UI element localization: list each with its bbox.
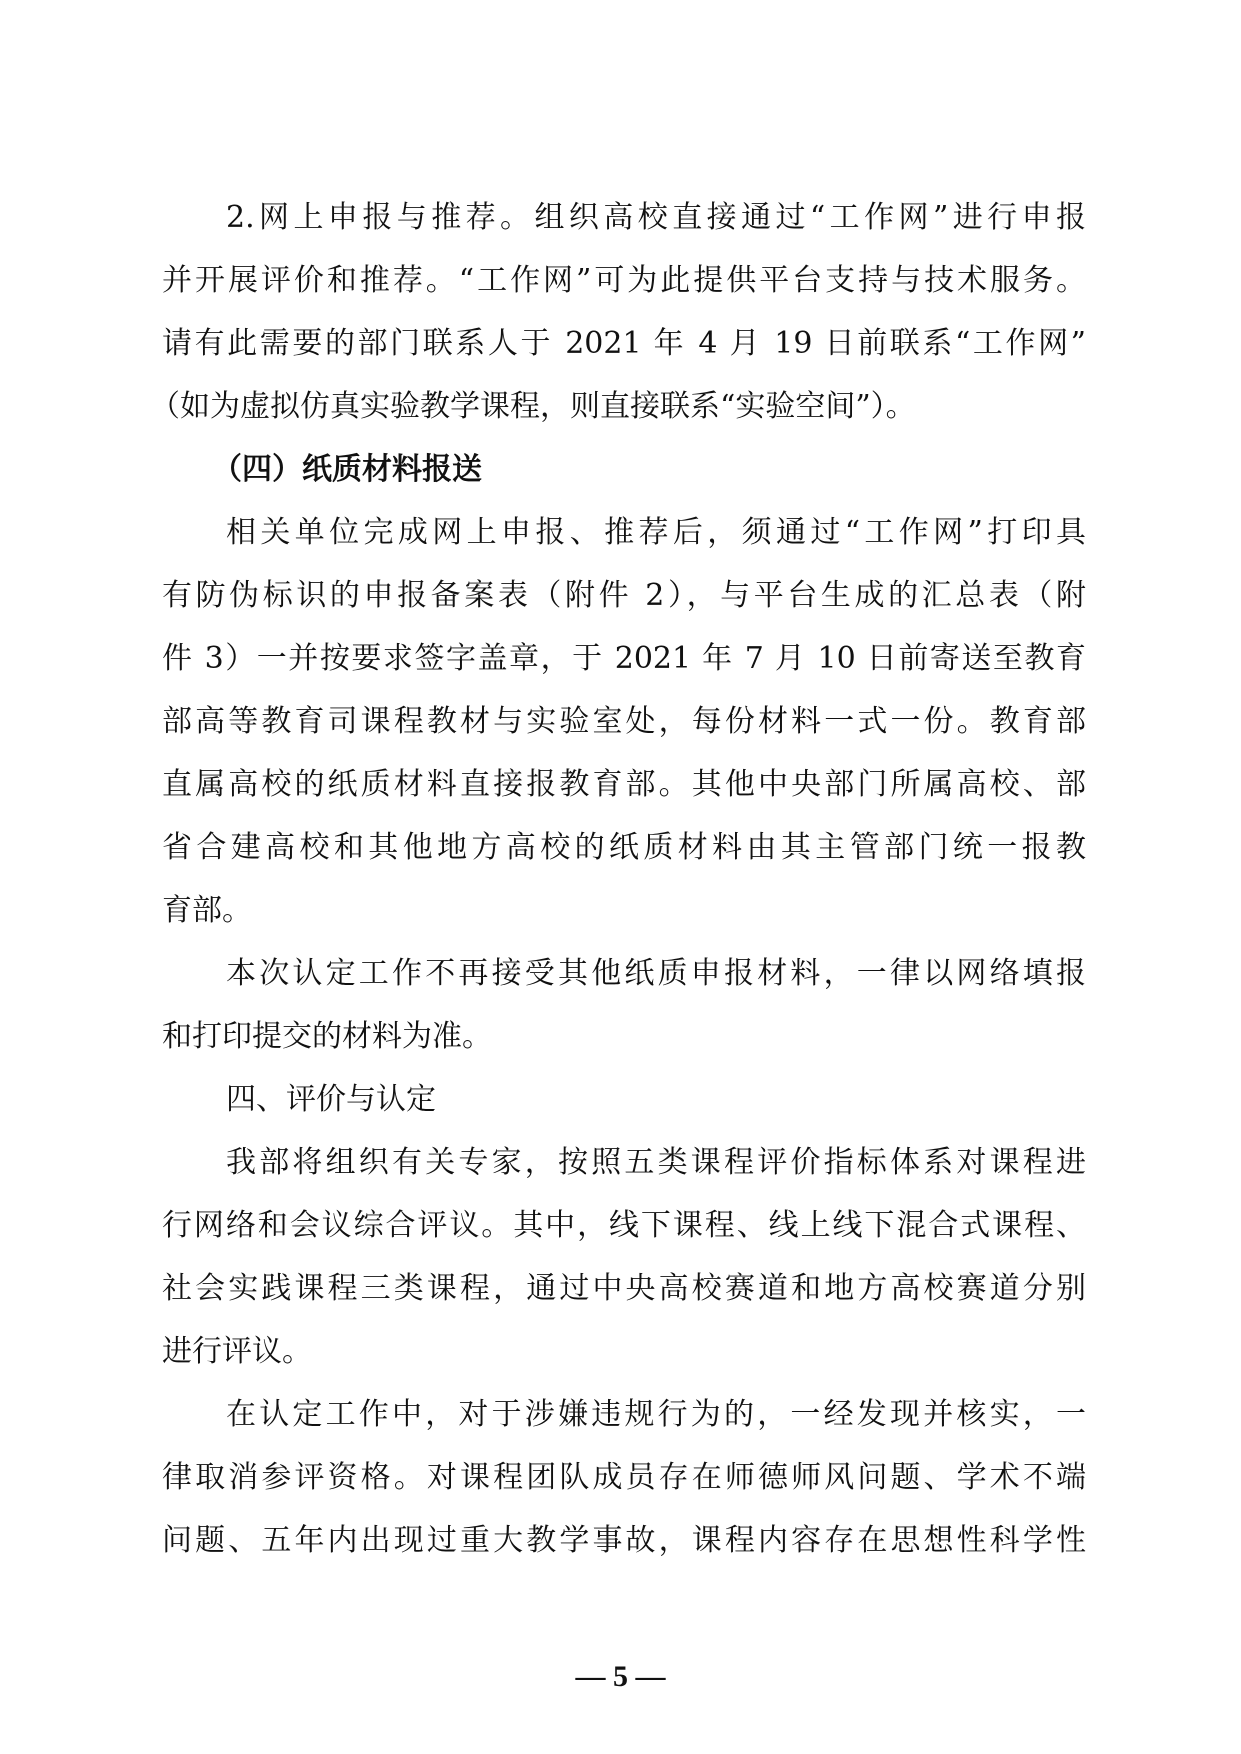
- paragraph-no-other-materials-line-1: 本次认定工作不再接受其他纸质申报材料，一律以网络填报: [226, 956, 1086, 991]
- page-number: — 5 —: [575, 1660, 666, 1693]
- paragraph-paper-materials-line-5: 直属高校的纸质材料直接报教育部。其他中央部门所属高校、部: [162, 767, 1086, 802]
- heading-evaluation-and-certification: 四、评价与认定: [226, 1082, 436, 1117]
- paragraph-violations-line-2: 律取消参评资格。对课程团队成员存在师德师风问题、学术不端: [162, 1460, 1086, 1495]
- paragraph-paper-materials-line-4: 部高等教育司课程教材与实验室处，每份材料一式一份。教育部: [162, 704, 1086, 739]
- paragraph-online-application-line-3: 请有此需要的部门联系人于 2021 年 4 月 19 日前联系“工作网”: [162, 326, 1086, 361]
- paragraph-evaluation-line-1: 我部将组织有关专家，按照五类课程评价指标体系对课程进: [226, 1145, 1086, 1180]
- paragraph-paper-materials-line-1: 相关单位完成网上申报、推荐后，须通过“工作网”打印具: [226, 515, 1086, 550]
- paragraph-online-application-line-1: 2.网上申报与推荐。组织高校直接通过“工作网”进行申报: [226, 200, 1086, 235]
- paragraph-violations-line-3: 问题、五年内出现过重大教学事故，课程内容存在思想性科学性: [162, 1523, 1086, 1558]
- paragraph-paper-materials-line-3: 件 3）一并按要求签字盖章，于 2021 年 7 月 10 日前寄送至教育: [162, 641, 1086, 676]
- paragraph-paper-materials-line-2: 有防伪标识的申报备案表（附件 2），与平台生成的汇总表（附: [162, 578, 1086, 613]
- paragraph-evaluation-line-3: 社会实践课程三类课程，通过中央高校赛道和地方高校赛道分别: [162, 1271, 1086, 1306]
- paragraph-online-application-line-2: 并开展评价和推荐。“工作网”可为此提供平台支持与技术服务。: [162, 263, 1086, 298]
- paragraph-evaluation-line-2: 行网络和会议综合评议。其中，线下课程、线上线下混合式课程、: [162, 1208, 1086, 1243]
- paragraph-paper-materials-line-7: 育部。: [162, 893, 252, 928]
- paragraph-no-other-materials-line-2: 和打印提交的材料为准。: [162, 1019, 492, 1054]
- paragraph-online-application-line-4: （如为虚拟仿真实验教学课程，则直接联系“实验空间”）。: [150, 389, 916, 424]
- paragraph-evaluation-line-4: 进行评议。: [162, 1334, 312, 1369]
- paragraph-paper-materials-line-6: 省合建高校和其他地方高校的纸质材料由其主管部门统一报教: [162, 830, 1086, 865]
- paragraph-violations-line-1: 在认定工作中，对于涉嫌违规行为的，一经发现并核实，一: [226, 1397, 1086, 1432]
- subheading-paper-materials: （四）纸质材料报送: [212, 452, 482, 487]
